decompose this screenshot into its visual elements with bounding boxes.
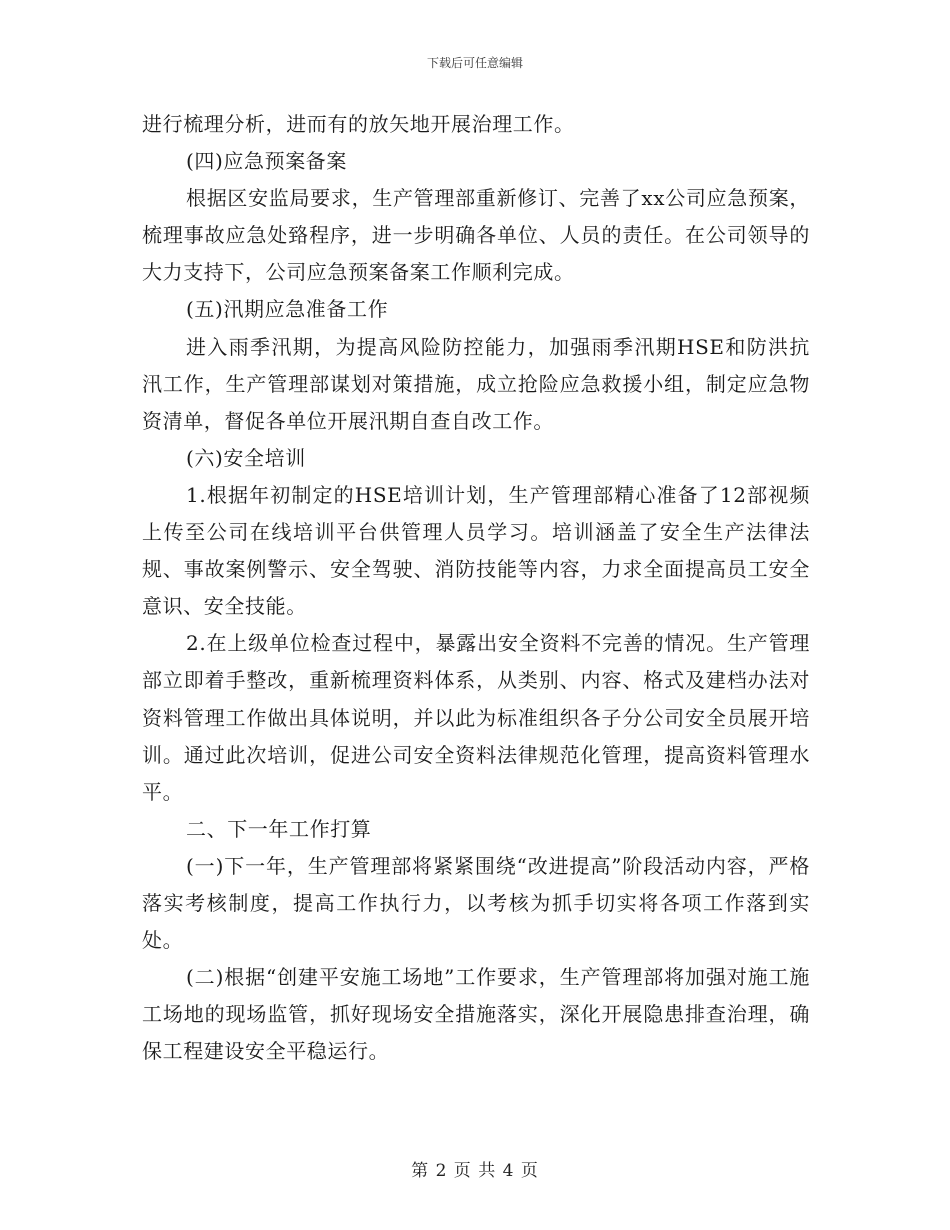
paragraph: 根据区安监局要求，生产管理部重新修订、完善了xx公司应急预案，梳理事故应急处臵程序，进一步明确各单位、人员的责任。在公司领导的大力支持下，公司应急预案备案工作顺利完成。 (142, 186, 810, 285)
section-heading: (六)安全培训 (186, 445, 306, 470)
page-footer: 第 2 页 共 4 页 (411, 1161, 539, 1181)
paragraph: 进行梳理分析，进而有的放矢地开展治理工作。 (142, 112, 575, 136)
document-body (142, 106, 810, 1070)
section-heading: 二、下一年工作打算 (186, 816, 372, 841)
paragraph: 2.在上级单位检查过程中，暴露出安全资料不完善的情况。生产管理部立即着手整改，重新梳理资料体系，从类别、内容、格式及建档办法对资料管理工作做出具体说明，并以此为标准组织各子分公司安全员展开培训。通过此次培训，促进公司安全资料法律规范化管理，提高资料管理水平。 (142, 631, 810, 804)
paragraph: 1.根据年初制定的HSE培训计划，生产管理部精心准备了12部视频上传至公司在线培训平台供管理人员学习。培训涵盖了安全生产法律法规、事故案例警示、安全驾驶、消防技能等内容，力求全面提高员工安全意识、安全技能。 (142, 482, 810, 619)
section-heading: (五)汛期应急准备工作 (186, 297, 389, 322)
paragraph: 进入雨季汛期，为提高风险防控能力，加强雨季汛期HSE和防洪抗汛工作，生产管理部谋划对策措施，成立抢险应急救援小组，制定应急物资清单，督促各单位开展汛期自查自改工作。 (142, 334, 810, 433)
section-heading: (四)应急预案备案 (186, 149, 348, 174)
page-header: 下载后可任意编辑 (426, 56, 523, 70)
paragraph: (二)根据“创建平安施工场地”工作要求，生产管理部将加强对施工施工场地的现场监管，抓好现场安全措施落实，深化开展隐患排查治理，确保工程建设安全平稳运行。 (142, 965, 810, 1064)
paragraph: (一)下一年，生产管理部将紧紧围绕“改进提高”阶段活动内容，严格落实考核制度，提高工作执行力，以考核为抓手切实将各项工作落到实处。 (142, 853, 810, 953)
